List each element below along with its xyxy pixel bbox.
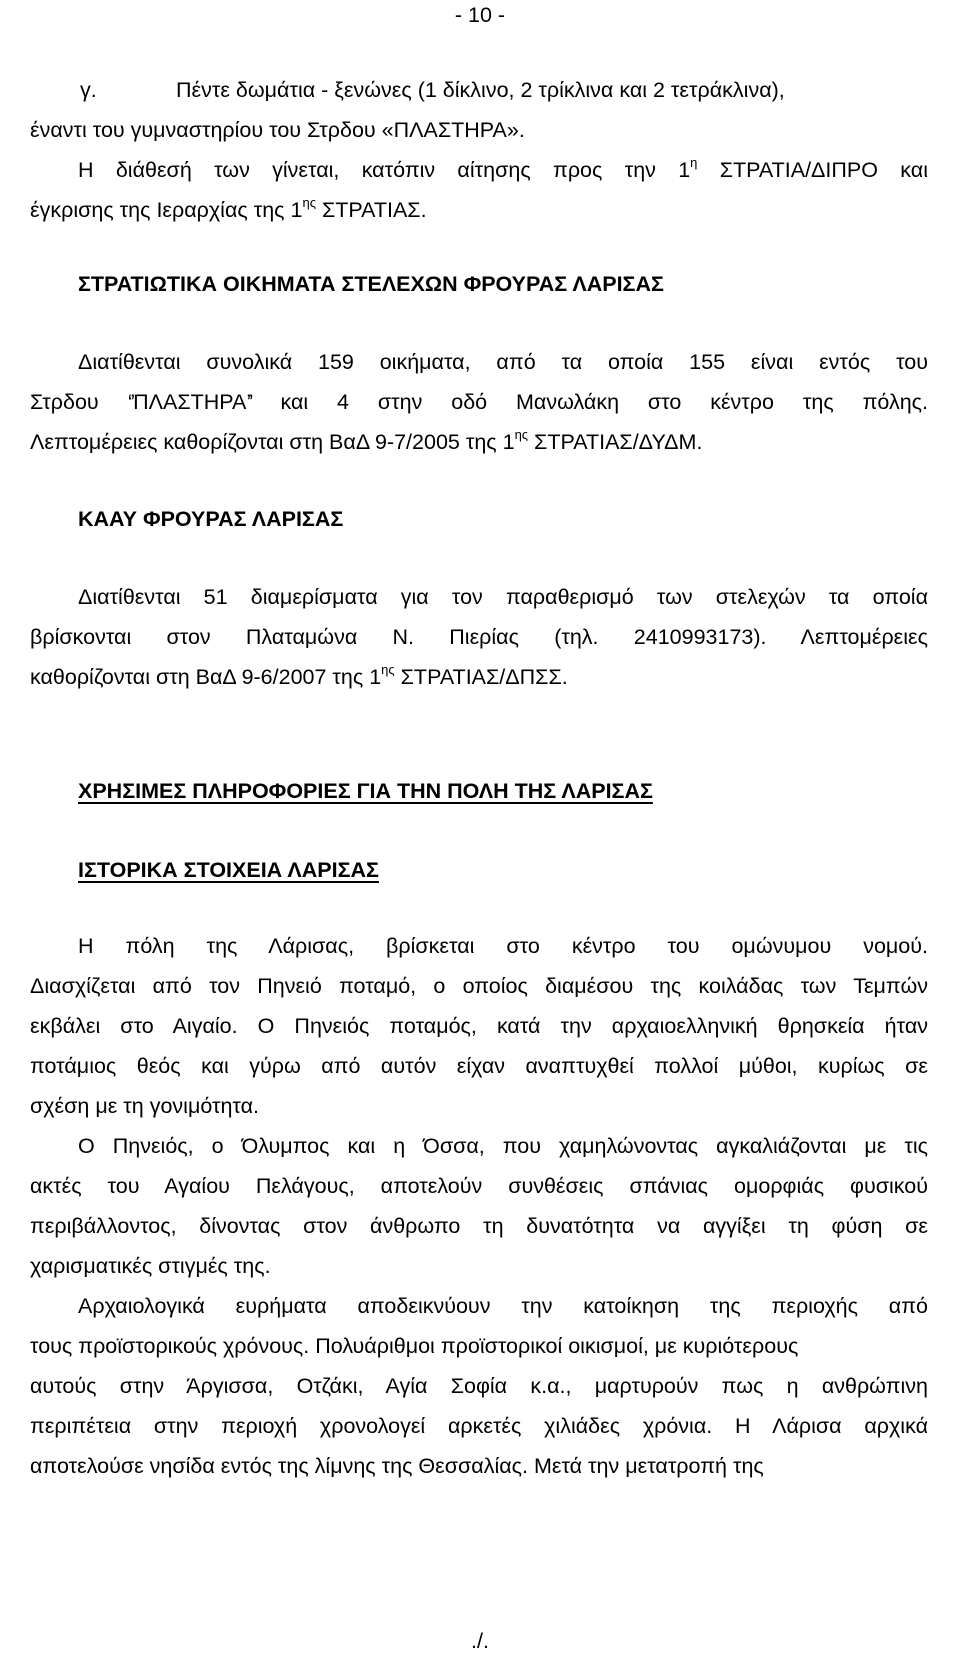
housing-line-2: Στρδου ‘’ΠΛΑΣΤΗΡΑ’’ και 4 στην οδό Μανωλάκη στο κέντρο της πόλης. <box>30 390 928 414</box>
history-p1-line-3: εκβάλει στο Αιγαίο. Ο Πηνειός ποταμός, κατά την αρχαιοελληνική θρησκεία ήταν <box>30 1014 928 1038</box>
history-p2-line-3: περιβάλλοντος, δίνοντας στον άνθρωπο τη δυνατότητα να αγγίξει τη φύση σε <box>30 1214 928 1238</box>
page-number: - 10 - <box>454 3 506 27</box>
housing-line-3: Λεπτομέρειες καθορίζονται στη ΒαΔ 9-7/2005 της $1^{\eta\varsigma}$ ΣΤΡΑΤΙΑΣ/ΔΥΔΜ. <box>30 427 703 454</box>
kaay-line-3: καθορίζονται στη ΒαΔ 9-6/2007 της $1^{\eta\varsigma}$ ΣΤΡΑΤΙΑΣ/ΔΠΣΣ. <box>30 662 568 689</box>
item-letter: γ. <box>80 78 97 102</box>
continuation-mark: ./. <box>471 1629 489 1653</box>
kaay-line-1: Διατίθενται 51 διαμερίσματα για τον παραθερισμό των στελεχών τα οποία <box>78 585 928 609</box>
housing-line-1: Διατίθενται συνολικά 159 οικήματα, από τα οποία 155 είναι εντός του <box>78 350 928 374</box>
subheading-history: ΙΣΤΟΡΙΚΑ ΣΤΟΙΧΕΙΑ ΛΑΡΙΣΑΣ <box>78 858 379 882</box>
history-p2-line-2: ακτές του Αγαίου Πελάγους, αποτελούν συνθέσεις σπάνιας ομορφιάς φυσικού <box>30 1174 928 1198</box>
para-g-line-3: Η διάθεσή των γίνεται, κατόπιν αίτησης προς την $1^\eta$ ΣΤΡΑΤΙΑ/ΔΙΠΡΟ και <box>78 155 928 182</box>
para-g-line-1: Πέντε δωμάτια - ξενώνες (1 δίκλινο, 2 τρίκλινα και 2 τετράκλινα), <box>176 78 785 102</box>
section-heading-housing: ΣΤΡΑΤΙΩΤΙΚΑ ΟΙΚΗΜΑΤΑ ΣΤΕΛΕΧΩΝ ΦΡΟΥΡΑΣ ΛΑΡΙΣΑΣ <box>78 272 664 296</box>
history-p1-line-1: Η πόλη της Λάρισας, βρίσκεται στο κέντρο του ομώνυμου νομού. <box>78 934 928 958</box>
history-p3-line-1: Αρχαιολογικά ευρήματα αποδεικνύουν την κατοίκηση της περιοχής από <box>78 1294 928 1318</box>
history-p3-line-3: αυτούς στην Άργισσα, Οτζάκι, Αγία Σοφία κ.α., μαρτυρούν πως η ανθρώπινη <box>30 1374 928 1398</box>
history-p3-line-4: περιπέτεια στην περιοχή χρονολογεί αρκετές χιλιάδες χρόνια. Η Λάρισα αρχικά <box>30 1414 928 1438</box>
history-p1-line-5: σχέση με τη γονιμότητα. <box>30 1094 260 1118</box>
history-p2-line-1: Ο Πηνειός, ο Όλυμπος και η Όσσα, που χαμηλώνοντας αγκαλιάζονται με τις <box>78 1134 928 1158</box>
history-p1-line-4: ποτάμιος θεός και γύρω από αυτόν είχαν αναπτυχθεί πολλοί μύθοι, κυρίως σε <box>30 1054 928 1078</box>
history-p3-line-5: αποτελούσε νησίδα εντός της λίμνης της Θεσσαλίας. Μετά την μετατροπή της <box>30 1454 764 1478</box>
history-p2-line-4: χαρισματικές στιγμές της. <box>30 1254 271 1278</box>
history-p1-line-2: Διασχίζεται από τον Πηνειό ποταμό, ο οποίος διαμέσου της κοιλάδας των Τεμπών <box>30 974 928 998</box>
kaay-line-2: βρίσκονται στον Πλαταμώνα Ν. Πιερίας (τηλ. 2410993173). Λεπτομέρειες <box>30 625 928 649</box>
para-g-line-4: έγκρισης της Ιεραρχίας της $1^{\eta\varsigma}$ ΣΤΡΑΤΙΑΣ. <box>30 195 427 222</box>
section-heading-city-info: ΧΡΗΣΙΜΕΣ ΠΛΗΡΟΦΟΡΙΕΣ ΓΙΑ ΤΗΝ ΠΟΛΗ ΤΗΣ ΛΑΡΙΣΑΣ <box>78 779 653 803</box>
history-p3-line-2: τους προϊστορικούς χρόνους. Πολυάριθμοι προϊστορικοί οικισμοί, με κυριότερους <box>30 1334 799 1358</box>
para-g-line-2: έναντι του γυμναστηρίου του Στρδου «ΠΛΑΣΤΗΡΑ». <box>30 118 525 142</box>
section-heading-kaay: ΚΑΑΥ ΦΡΟΥΡΑΣ ΛΑΡΙΣΑΣ <box>78 507 344 531</box>
